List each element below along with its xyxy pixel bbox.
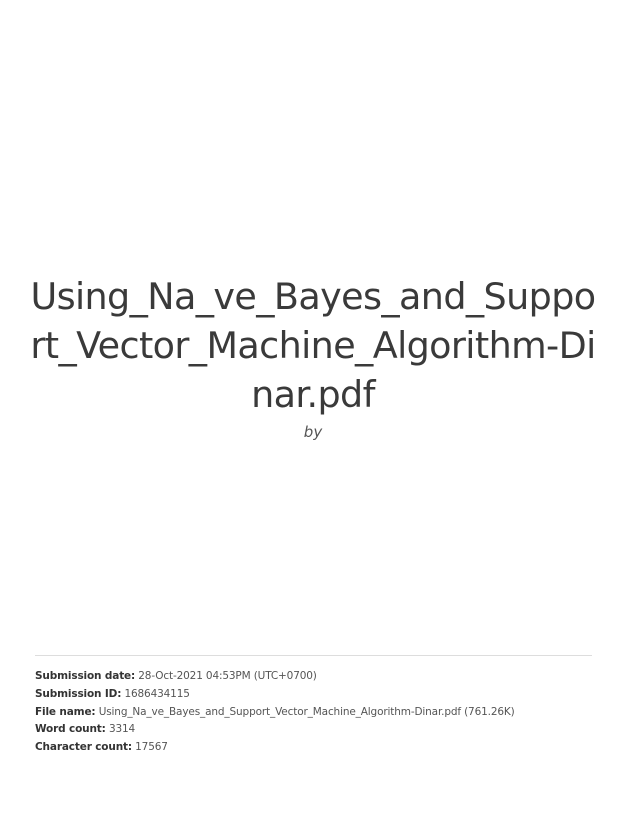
file-name-value: Using_Na_ve_Bayes_and_Support_Vector_Machine_Algorithm-Dinar.pdf (761.26K) (98, 705, 515, 718)
submission-date-value: 28-Oct-2021 04:53PM (UTC+0700) (138, 670, 317, 682)
character-count-label: Character count: (35, 741, 132, 754)
word-count-label: Word count: (35, 723, 106, 736)
submission-date-label: Submission date: (35, 670, 136, 682)
word-count-row (35, 721, 605, 739)
character-count-value: 17567 (135, 741, 168, 754)
submission-id-label: Submission ID: (35, 687, 122, 700)
submission-details (35, 668, 605, 757)
document-title: Using_Na_ve_Bayes_and_Support_Vector_Machine_Algorithm-Dinar.pdf (30, 275, 596, 416)
submission-id-row (35, 686, 605, 704)
file-name-label: File name: (35, 705, 96, 718)
submission-id-value: 1686434115 (124, 687, 190, 700)
submission-date-row (35, 668, 605, 686)
divider (35, 655, 592, 656)
title-block (30, 272, 596, 441)
file-name-row (35, 704, 605, 722)
word-count-value: 3314 (108, 723, 136, 736)
character-count-row (35, 739, 605, 757)
author-by-label: by (303, 423, 323, 441)
